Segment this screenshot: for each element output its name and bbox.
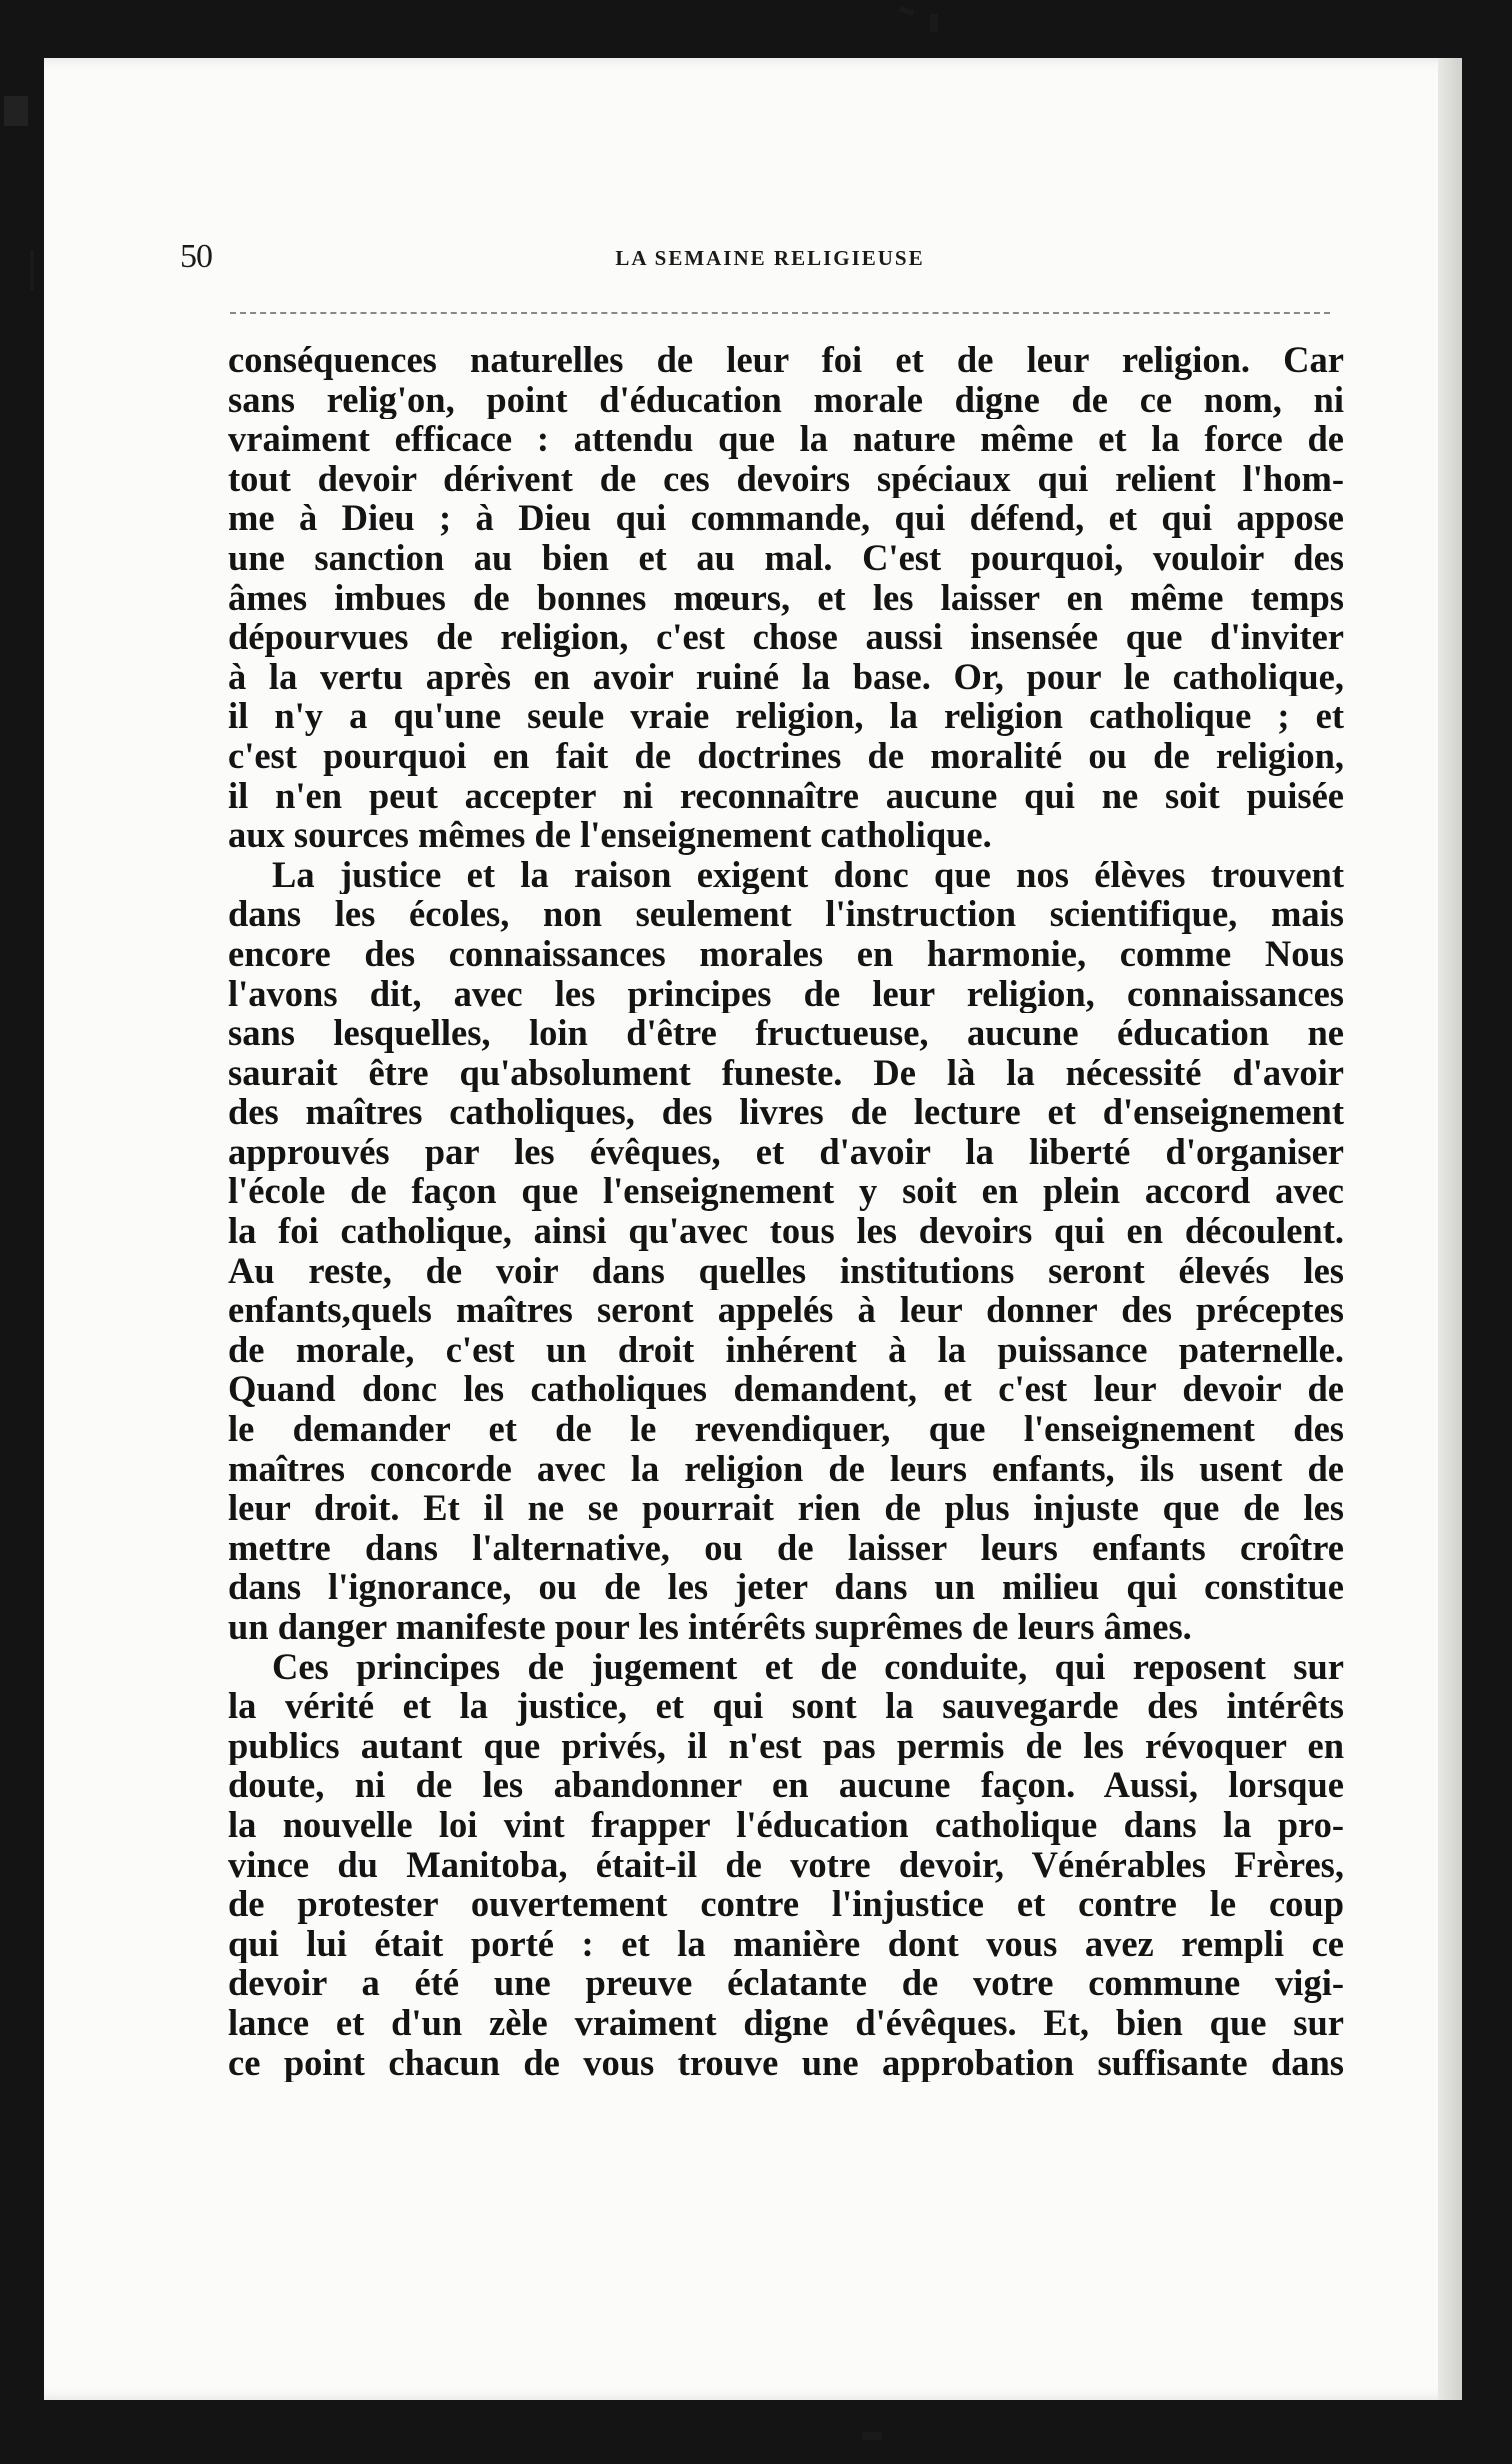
text-line: à la vertu après en avoir ruiné la base. Or, pour le catholique, bbox=[228, 656, 1344, 697]
text-line: l'école de façon que l'enseignement y soit en plein accord avec bbox=[228, 1171, 1344, 1212]
text-line: mettre dans l'alternative, ou de laisser leurs enfants croître bbox=[228, 1527, 1344, 1568]
page-edge bbox=[1438, 58, 1462, 2400]
text-line: vraiment efficace : attendu que la nature même et la force de bbox=[228, 419, 1344, 459]
text-line: Quand donc les catholiques demandent, et c'est leur devoir de bbox=[228, 1369, 1344, 1410]
text-line: tout devoir dérivent de ces devoirs spéciaux qui relient l'hom- bbox=[228, 458, 1344, 499]
text-line: le demander et de le revendiquer, que l'enseignement des bbox=[228, 1409, 1344, 1449]
text-line: la vérité et la justice, et qui sont la sauvegarde des intérêts bbox=[228, 1686, 1344, 1726]
text-line: l'avons dit, avec les principes de leur religion, connaissances bbox=[228, 973, 1344, 1014]
text-line: Au reste, de voir dans quelles institutions seront élevés les bbox=[228, 1250, 1344, 1291]
text-line: leur droit. Et il ne se pourrait rien de plus injuste que de les bbox=[228, 1488, 1344, 1528]
text-line: dans les écoles, non seulement l'instruction scientifique, mais bbox=[228, 894, 1344, 934]
text-line: âmes imbues de bonnes mœurs, et les laisser en même temps bbox=[228, 577, 1344, 618]
running-title: LA SEMAINE RELIGIEUSE bbox=[615, 246, 925, 270]
paragraph bbox=[228, 340, 1344, 855]
scan-artifact bbox=[4, 96, 28, 126]
text-line: de morale, c'est un droit inhérent à la puissance paternelle. bbox=[228, 1329, 1344, 1370]
text-line: me à Dieu ; à Dieu qui commande, qui défend, et qui appose bbox=[228, 498, 1344, 538]
text-line: sans lesquelles, loin d'être fructueuse, aucune éducation ne bbox=[228, 1013, 1344, 1053]
text-line: des maîtres catholiques, des livres de lecture et d'enseignement bbox=[228, 1092, 1344, 1132]
paragraph bbox=[228, 855, 1344, 1647]
text-line: Ces principes de jugement et de conduite, qui reposent sur bbox=[272, 1646, 1344, 1687]
text-line: une sanction au bien et au mal. C'est pourquoi, vouloir des bbox=[228, 537, 1344, 578]
scan-artifact bbox=[30, 250, 34, 290]
text-line: il n'en peut accepter ni reconnaître aucune qui ne soit puisée bbox=[228, 775, 1344, 816]
scan-artifact bbox=[899, 6, 914, 16]
text-line: qui lui était porté : et la manière dont vous avez rempli ce bbox=[228, 1923, 1344, 1964]
text-line: il n'y a qu'une seule vraie religion, la religion catholique ; et bbox=[228, 696, 1344, 736]
text-line: doute, ni de les abandonner en aucune façon. Aussi, lorsque bbox=[228, 1765, 1344, 1805]
text-line: vince du Manitoba, était-il de votre devoir, Vénérables Frères, bbox=[228, 1844, 1344, 1885]
text-line: la nouvelle loi vint frapper l'éducation catholique dans la pro- bbox=[228, 1804, 1344, 1845]
text-line: lance et d'un zèle vraiment digne d'évêques. Et, bien que sur bbox=[228, 2002, 1344, 2043]
scan-artifact bbox=[930, 14, 938, 32]
text-line: publics autant que privés, il n'est pas permis de les révoquer en bbox=[228, 1725, 1344, 1766]
page-number: 50 bbox=[180, 238, 212, 275]
text-line: conséquences naturelles de leur foi et de leur religion. Car bbox=[228, 340, 1344, 380]
text-line: ce point chacun de vous trouve une approbation suffisante dans bbox=[228, 2042, 1344, 2083]
text-line: la foi catholique, ainsi qu'avec tous les devoirs qui en découlent. bbox=[228, 1211, 1344, 1251]
scan-artifact bbox=[862, 2432, 882, 2440]
paragraph bbox=[228, 1647, 1344, 2083]
text-line: encore des connaissances morales en harmonie, comme Nous bbox=[228, 933, 1344, 974]
text-line: dans l'ignorance, ou de les jeter dans un milieu qui constitue bbox=[228, 1567, 1344, 1607]
running-head bbox=[180, 238, 1360, 278]
text-line: c'est pourquoi en fait de doctrines de moralité ou de religion, bbox=[228, 735, 1344, 776]
text-line: enfants,quels maîtres seront appelés à leur donner des préceptes bbox=[228, 1290, 1344, 1330]
text-line: aux sources mêmes de l'enseignement catholique. bbox=[228, 815, 992, 855]
text-line: La justice et la raison exigent donc que nos élèves trouvent bbox=[272, 854, 1344, 895]
text-line: devoir a été une preuve éclatante de votre commune vigi- bbox=[228, 1963, 1344, 2003]
text-line: approuvés par les évêques, et d'avoir la liberté d'organiser bbox=[228, 1131, 1344, 1172]
text-line: maîtres concorde avec la religion de leurs enfants, ils usent de bbox=[228, 1448, 1344, 1489]
text-line: un danger manifeste pour les intérêts suprêmes de leurs âmes. bbox=[228, 1607, 1192, 1647]
header-rule bbox=[230, 312, 1330, 314]
text-line: dépourvues de religion, c'est chose aussi insensée que d'inviter bbox=[228, 617, 1344, 657]
text-line: saurait être qu'absolument funeste. De là la nécessité d'avoir bbox=[228, 1052, 1344, 1093]
text-line: de protester ouvertement contre l'injustice et contre le coup bbox=[228, 1884, 1344, 1924]
text-line: sans relig'on, point d'éducation morale digne de ce nom, ni bbox=[228, 379, 1344, 420]
body-text bbox=[228, 340, 1344, 2082]
